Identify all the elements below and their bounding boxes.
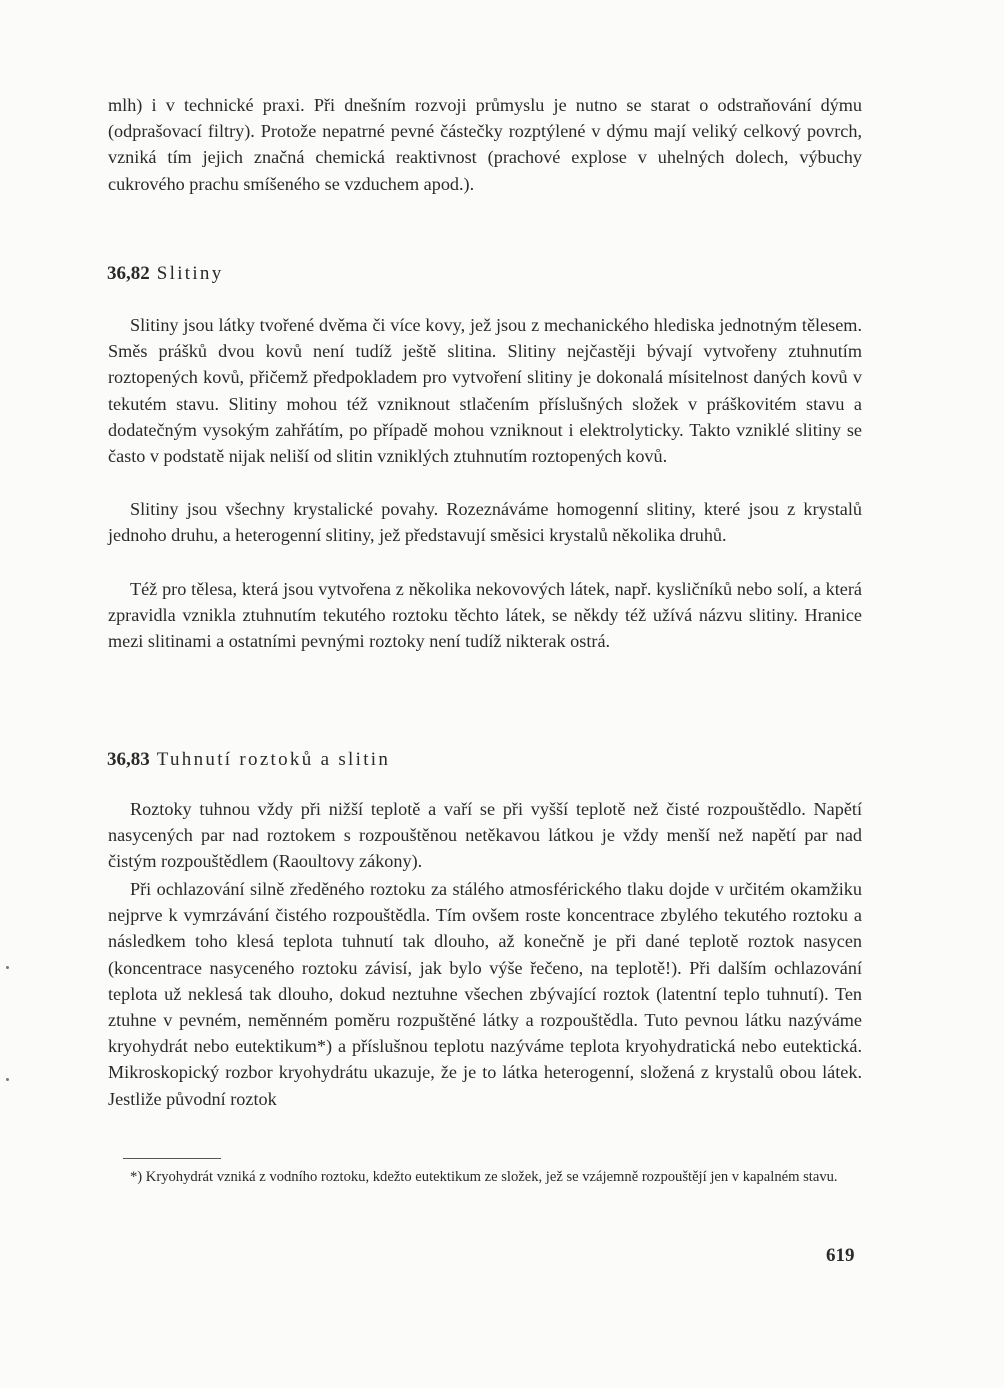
page-number: 619: [826, 1245, 855, 1266]
scan-speck: [6, 1078, 9, 1081]
paragraph: Roztoky tuhnou vždy při nižší teplotě a vaří se při vyšší teplotě než čisté rozpouštědlo. Napětí nasycených par nad roztokem s rozpouštěnou netěkavou látkou je vždy menší než napětí par nad čistým rozpouštědlem (Raoultovy zákony).: [108, 799, 862, 872]
scan-speck: [6, 966, 9, 969]
paragraph: Též pro tělesa, která jsou vytvořena z několika nekovových látek, např. kysličníků nebo solí, a která zpravidla vznikla ztuhnutím tekutého roztoku těchto látek, se někdy též užívá názvu slitiny. Hranice mezi slitinami a ostatními pevnými roztoky není tudíž nikterak ostrá.: [108, 579, 862, 652]
section-heading-slitiny: [107, 262, 224, 286]
footnote: *) Kryohydrát vzniká z vodního roztoku, kdežto eutektikum ze složek, jež se vzájemně rozpouštějí jen v kapalném stavu.: [130, 1169, 838, 1185]
section-title: Tuhnutí roztoků a slitin: [156, 749, 391, 770]
paragraph-continuation: mlh) i v technické praxi. Při dnešním rozvoji průmyslu je nutno se starat o odstraňování dýmu (odprašovací filtry). Protože nepatrné pevné částečky rozptýlené v dýmu mají veliký celkový povrch, vzniká tím jejich značná chemická reaktivnost (prachové explose v uhelných dolech, výbuchy cukrového prachu smíšeného se vzduchem apod.).: [108, 95, 862, 194]
paragraph: Slitiny jsou všechny krystalické povahy. Rozeznáváme homogenní slitiny, které jsou z krystalů jednoho druhu, a heterogenní slitiny, jež představují směsici krystalů několika druhů.: [108, 499, 862, 546]
section-heading-tuhnuti: [107, 748, 390, 772]
section-number: 36,82: [107, 263, 150, 284]
paragraph: Při ochlazování silně zředěného roztoku za stálého atmosférického tlaku dojde v určitém okamžiku nejprve k vymrzávání čistého rozpouštědla. Tím ovšem roste koncentrace zbylého tekutého roztoku a následkem toho klesá teplota tuhnutí tak dlouho, až konečně je při dané teplotě roztok nasycen (koncentrace nasyceného roztoku závisí, jak bylo výše řečeno, na teplotě!). Při dalším ochlazování teplota už neklesá tak dlouho, dokud neztuhne všechen zbývající roztok (latentní teplo tuhnutí). Ten ztuhne v pevném, neměnném poměru rozpuštěné látky a rozpouštědla. Tuto pevnou látku nazýváme kryohydrát nebo eutektikum*) a příslušnou teplotu nazýváme teplota kryohydratická nebo eutektická. Mikroskopický rozbor kryohydrátu ukazuje, že je to látka heterogenní, složená z krystalů obou látek. Jestliže původní roztok: [108, 879, 862, 1109]
footnote-divider: [123, 1158, 221, 1159]
section-number: 36,83: [107, 749, 150, 770]
paragraph: Slitiny jsou látky tvořené dvěma či více kovy, jež jsou z mechanického hlediska jednotným tělesem. Směs prášků dvou kovů není tudíž ještě slitina. Slitiny nejčastěji bývají vytvořeny ztuhnutím roztopených kovů, přičemž předpokladem pro vytvoření slitiny je dokonalá mísitelnost daných kovů v tekutém stavu. Slitiny mohou též vzniknout stlačením příslušných složek v práškovitém stavu a dodatečným vysokým zahřátím, po případě mohou vzniknout i elektrolyticky. Takto vzniklé slitiny se často v podstatě nijak neliší od slitin vzniklých ztuhnutím roztopených kovů.: [108, 315, 862, 467]
section-title: Slitiny: [156, 263, 224, 284]
